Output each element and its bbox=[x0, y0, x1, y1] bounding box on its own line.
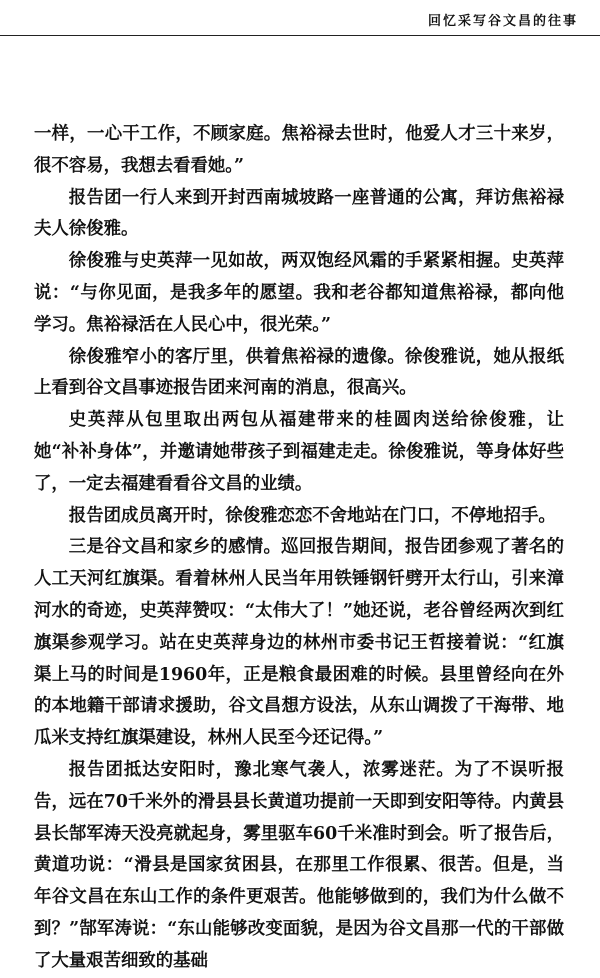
page-body bbox=[34, 119, 564, 978]
paragraph-5: 史英萍从包里取出两包从福建带来的桂圆肉送给徐俊雅，让她“补补身体”，并邀请她带孩子到福建走走。徐俊雅说，等身体好些了，一定去福建看看谷文昌的业绩。 bbox=[34, 410, 564, 494]
running-header-title: 回忆采写谷文昌的往事 bbox=[427, 14, 578, 29]
header-rule bbox=[0, 35, 600, 36]
paragraph-2: 报告团一行人来到开封西南城坡路一座普通的公寓，拜访焦裕禄夫人徐俊雅。 bbox=[34, 187, 564, 240]
paragraph-3: 徐俊雅与史英萍一见如故，两双饱经风霜的手紧紧相握。史英萍说：“与你见面，是我多年的愿望。我和老谷都知道焦裕禄，都向他学习。焦裕禄活在人民心中，很光荣。” bbox=[34, 251, 564, 335]
paragraph-8: 报告团抵达安阳时，豫北寒气袭人，浓雾迷茫。为了不误听报告，远在70千米外的滑县县长黄道功提前一天即到安阳等待。内黄县县长郜军涛天没亮就起身，雾里驱车60千米准时到会。听了报告后，黄道功说：“滑县是国家贫困县，在那里工作很累、很苦。但是，当年谷文昌在东山工作的条件更艰苦。他能够做到的，我们为什么做不到？”郜军涛说：“东山能够改变面貌，是因为谷文昌那一代的干部做了大量艰苦细致的基础 bbox=[34, 759, 564, 971]
paragraph-6: 报告团成员离开时，徐俊雅恋恋不舍地站在门口，不停地招手。 bbox=[68, 505, 556, 526]
paragraph-7: 三是谷文昌和家乡的感情。巡回报告期间，报告团参观了著名的人工天河红旗渠。看着林州人民当年用铁锤钢钎劈开太行山，引来漳河水的奇迹，史英萍赞叹：“太伟大了！”她还说，老谷曾经两次到红旗渠参观学习。站在史英萍身边的林州市委书记王哲接着说：“红旗渠上马的时间是1960年，正是粮食最困难的时候。县里曾经向在外的本地籍干部请求援助，谷文昌想方设法，从东山调拨了干海带、地瓜米支持红旗渠建设，林州人民至今还记得。” bbox=[34, 537, 564, 749]
paragraph-4: 徐俊雅窄小的客厅里，供着焦裕禄的遗像。徐俊雅说，她从报纸上看到谷文昌事迹报告团来河南的消息，很高兴。 bbox=[34, 346, 564, 399]
paragraph-1: 一样，一心干工作，不顾家庭。焦裕禄去世时，他爱人才三十来岁，很不容易，我想去看看她。” bbox=[34, 124, 564, 176]
